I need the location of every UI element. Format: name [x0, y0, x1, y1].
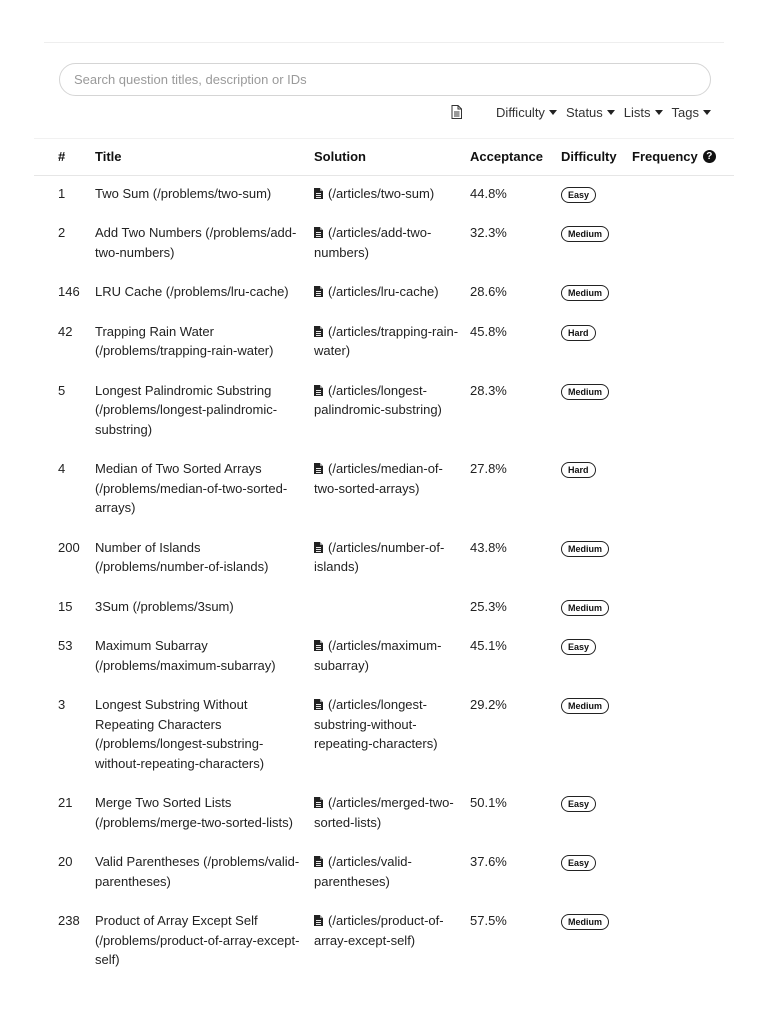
document-icon — [314, 185, 324, 197]
difficulty-badge[interactable]: Medium — [561, 914, 609, 930]
question-title-cell — [95, 687, 314, 785]
frequency-cell — [632, 373, 734, 452]
tags-filter-label: Tags — [671, 104, 699, 120]
difficulty-cell — [561, 530, 632, 589]
question-title-link[interactable]: Trapping Rain Water (/problems/trapping-rain-water) — [95, 323, 274, 358]
question-title-cell — [95, 844, 314, 903]
question-title-link[interactable]: Median of Two Sorted Arrays (/problems/median-of-two-sorted-arrays) — [95, 461, 288, 515]
document-icon — [314, 696, 324, 708]
table-row — [34, 903, 734, 982]
difficulty-cell — [561, 314, 632, 373]
lists-filter-dropdown[interactable] — [624, 105, 663, 120]
difficulty-badge[interactable]: Medium — [561, 285, 609, 301]
solution-cell — [314, 274, 470, 314]
acceptance-rate: 45.8% — [470, 323, 507, 339]
difficulty-cell — [561, 175, 632, 215]
solution-cell — [314, 373, 470, 452]
difficulty-cell — [561, 589, 632, 629]
question-title-cell — [95, 373, 314, 452]
table-row — [34, 530, 734, 589]
questions-table — [34, 139, 734, 982]
difficulty-badge[interactable]: Easy — [561, 855, 596, 871]
question-number: 2 — [58, 225, 66, 240]
difficulty-cell — [561, 274, 632, 314]
acceptance-rate: 28.6% — [470, 284, 507, 299]
solution-cell — [314, 785, 470, 844]
difficulty-badge[interactable]: Medium — [561, 541, 609, 557]
search-box[interactable] — [59, 63, 711, 96]
acceptance-rate: 25.3% — [470, 598, 507, 614]
frequency-cell — [632, 687, 734, 785]
frequency-cell — [632, 844, 734, 903]
frequency-cell — [632, 589, 734, 629]
acceptance-rate: 44.8% — [470, 185, 507, 201]
difficulty-cell — [561, 628, 632, 687]
question-title-cell — [95, 785, 314, 844]
question-title-link[interactable]: Product of Array Except Self (/problems/product-of-array-except-self) — [95, 913, 300, 967]
frequency-cell — [632, 215, 734, 274]
filter-bar — [449, 103, 711, 121]
question-circle-icon[interactable]: ? — [703, 150, 716, 163]
column-header-frequency[interactable] — [632, 139, 734, 175]
difficulty-filter-label: Difficulty — [496, 104, 545, 120]
table-row — [34, 687, 734, 785]
question-title-link[interactable]: Valid Parentheses (/problems/valid-parentheses) — [95, 854, 300, 889]
column-header-difficulty[interactable]: Difficulty — [561, 139, 632, 175]
question-title-cell — [95, 589, 314, 629]
question-title-cell — [95, 628, 314, 687]
document-icon — [314, 794, 324, 806]
tags-filter-dropdown[interactable] — [672, 105, 711, 120]
solution-link[interactable]: (/articles/trapping-rain-water) — [314, 323, 459, 358]
status-filter-dropdown[interactable] — [566, 105, 615, 120]
question-title-cell — [95, 530, 314, 589]
acceptance-rate: 27.8% — [470, 461, 507, 476]
document-icon — [314, 853, 324, 865]
acceptance-rate: 57.5% — [470, 913, 507, 928]
lists-filter-label: Lists — [623, 104, 651, 120]
column-header-title[interactable]: Title — [95, 139, 314, 175]
table-row — [34, 844, 734, 903]
solution-cell — [314, 844, 470, 903]
difficulty-badge[interactable]: Hard — [561, 325, 596, 341]
question-title-cell — [95, 903, 314, 982]
question-number: 146 — [58, 284, 80, 299]
difficulty-badge[interactable]: Easy — [561, 796, 596, 812]
question-number: 238 — [58, 913, 80, 928]
acceptance-rate: 28.3% — [470, 382, 507, 398]
document-icon — [314, 283, 324, 295]
caret-down-icon — [549, 110, 557, 115]
question-title-link[interactable]: Longest Palindromic Substring (/problems/longest-palindromic-substring) — [95, 382, 278, 437]
solution-cell — [314, 687, 470, 785]
solution-link[interactable]: (/articles/median-of-two-sorted-arrays) — [314, 461, 443, 496]
difficulty-badge[interactable]: Medium — [561, 384, 609, 400]
top-divider — [44, 42, 724, 43]
acceptance-rate: 37.6% — [470, 854, 507, 869]
difficulty-badge[interactable]: Medium — [561, 600, 609, 616]
difficulty-badge[interactable]: Medium — [561, 698, 609, 714]
document-icon — [314, 637, 324, 649]
questions-table-body — [34, 175, 734, 982]
question-title-link[interactable]: Longest Substring Without Repeating Characters (/problems/longest-substring-without-repeating-characters) — [95, 697, 265, 771]
frequency-cell — [632, 628, 734, 687]
difficulty-cell — [561, 373, 632, 452]
search-input[interactable] — [72, 71, 698, 88]
table-row — [34, 451, 734, 530]
solution-link[interactable]: (/articles/add-two-numbers) — [314, 225, 432, 260]
difficulty-cell — [561, 903, 632, 982]
frequency-cell — [632, 175, 734, 215]
solution-cell — [314, 215, 470, 274]
question-number: 4 — [58, 461, 66, 476]
question-title-link[interactable]: Two Sum (/problems/two-sum) — [95, 185, 272, 201]
solution-link[interactable]: (/articles/longest-palindromic-substring) — [314, 382, 442, 417]
document-icon — [314, 912, 324, 924]
solution-cell — [314, 451, 470, 530]
difficulty-cell — [561, 451, 632, 530]
question-number: 1 — [58, 185, 66, 201]
table-row — [34, 589, 734, 629]
solution-link[interactable]: (/articles/two-sum) — [328, 185, 435, 201]
difficulty-badge[interactable]: Hard — [561, 462, 596, 478]
caret-down-icon — [703, 110, 711, 115]
difficulty-cell — [561, 687, 632, 785]
solution-cell — [314, 530, 470, 589]
question-number: 5 — [58, 382, 66, 398]
solution-link[interactable]: (/articles/merged-two-sorted-lists) — [314, 795, 454, 830]
difficulty-cell — [561, 785, 632, 844]
solution-link[interactable]: (/articles/longest-substring-without-repeating-characters) — [314, 697, 438, 751]
question-title-link[interactable]: LRU Cache (/problems/lru-cache) — [95, 284, 289, 299]
difficulty-cell — [561, 215, 632, 274]
frequency-cell — [632, 451, 734, 530]
difficulty-cell — [561, 844, 632, 903]
acceptance-rate: 32.3% — [470, 225, 507, 240]
document-icon — [314, 224, 324, 236]
document-icon — [314, 539, 324, 551]
document-icon — [314, 323, 324, 335]
pick-one-document-icon[interactable] — [449, 104, 463, 120]
question-title-link[interactable]: 3Sum (/problems/3sum) — [95, 598, 234, 614]
table-row — [34, 373, 734, 452]
frequency-cell — [632, 314, 734, 373]
table-row — [34, 274, 734, 314]
solution-link[interactable]: (/articles/valid-parentheses) — [314, 854, 412, 889]
acceptance-rate: 29.2% — [470, 697, 507, 712]
question-title-link[interactable]: Add Two Numbers (/problems/add-two-numbers) — [95, 225, 297, 260]
solution-link[interactable]: (/articles/product-of-array-except-self) — [314, 913, 444, 948]
question-number: 3 — [58, 697, 66, 712]
difficulty-badge[interactable]: Medium — [561, 226, 609, 242]
question-title-link[interactable]: Merge Two Sorted Lists (/problems/merge-two-sorted-lists) — [95, 795, 293, 830]
document-icon — [314, 460, 324, 472]
frequency-cell — [632, 274, 734, 314]
table-row — [34, 215, 734, 274]
acceptance-rate: 50.1% — [470, 795, 507, 810]
difficulty-badge[interactable]: Easy — [561, 639, 596, 655]
question-number: 21 — [58, 795, 73, 810]
question-number: 20 — [58, 854, 73, 869]
solution-link[interactable]: (/articles/lru-cache) — [328, 284, 439, 299]
table-row — [34, 175, 734, 215]
question-title-link[interactable]: Number of Islands (/problems/number-of-islands) — [95, 539, 269, 574]
solution-cell — [314, 314, 470, 373]
caret-down-icon — [607, 110, 615, 115]
acceptance-rate: 43.8% — [470, 539, 507, 555]
question-title-cell — [95, 314, 314, 373]
table-row — [34, 314, 734, 373]
difficulty-badge[interactable]: Easy — [561, 187, 596, 203]
frequency-cell — [632, 785, 734, 844]
question-title-cell — [95, 175, 314, 215]
frequency-cell — [632, 530, 734, 589]
column-header-acceptance[interactable]: Acceptance — [470, 139, 561, 175]
question-title-cell — [95, 274, 314, 314]
table-row — [34, 785, 734, 844]
document-icon — [314, 382, 324, 394]
solution-cell — [314, 628, 470, 687]
solution-cell — [314, 903, 470, 982]
question-number: 53 — [58, 638, 73, 653]
question-number: 42 — [58, 323, 73, 339]
solution-link[interactable]: (/articles/number-of-islands) — [314, 539, 445, 574]
frequency-header-label: Frequency — [632, 149, 698, 165]
table-row — [34, 628, 734, 687]
question-number: 15 — [58, 598, 73, 614]
table-header-row — [34, 139, 734, 175]
frequency-cell — [632, 903, 734, 982]
solution-cell — [314, 589, 470, 629]
question-number: 200 — [58, 539, 80, 555]
caret-down-icon — [655, 110, 663, 115]
column-header-number[interactable]: # — [34, 139, 95, 175]
solution-cell — [314, 175, 470, 215]
status-filter-label: Status — [565, 104, 603, 120]
solution-link[interactable]: (/articles/maximum-subarray) — [314, 638, 442, 673]
question-title-cell — [95, 451, 314, 530]
column-header-solution[interactable]: Solution — [314, 139, 470, 175]
difficulty-filter-dropdown[interactable] — [496, 105, 557, 120]
question-title-cell — [95, 215, 314, 274]
acceptance-rate: 45.1% — [470, 638, 507, 653]
question-title-link[interactable]: Maximum Subarray (/problems/maximum-subarray) — [95, 638, 276, 673]
